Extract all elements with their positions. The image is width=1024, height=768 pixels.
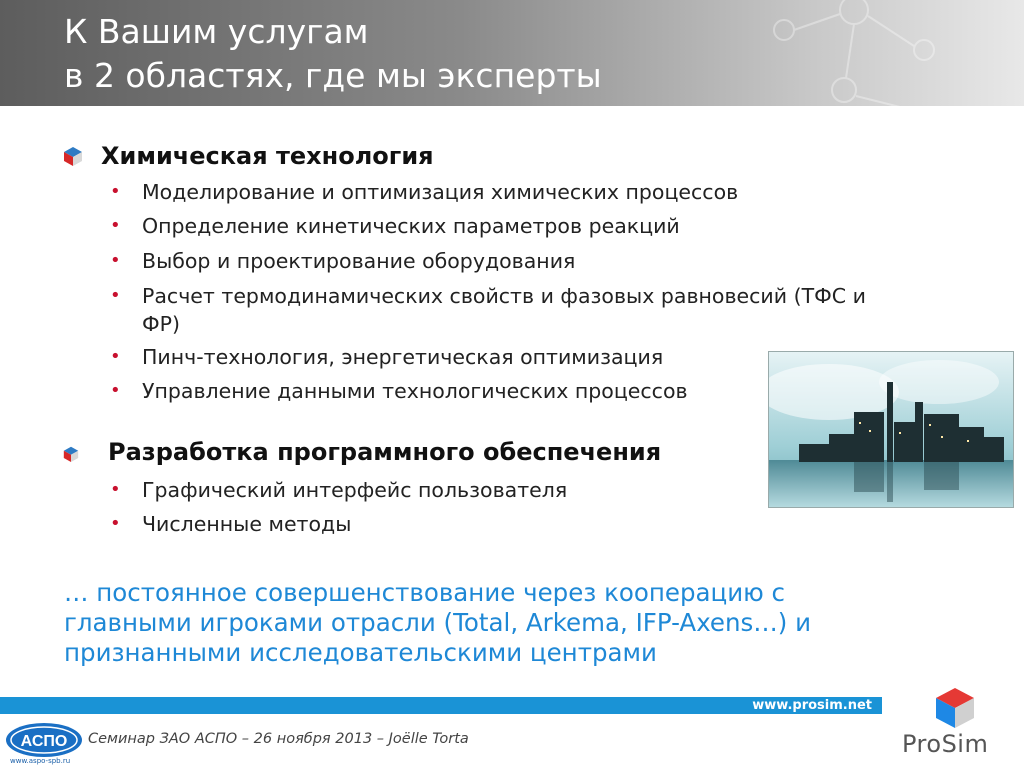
bullet-dot: • xyxy=(110,479,121,500)
list-item: Пинч-технология, энергетическая оптимизация xyxy=(142,345,664,369)
footer-bar xyxy=(0,697,882,714)
prosim-brand: ProSim xyxy=(902,730,989,758)
closing-line-2: главными игроками отрасли (Total, Arkema, IFP-Axens…) и xyxy=(64,608,812,637)
seminar-info: Семинар ЗАО АСПО – 26 ноября 2013 – Joëlle Torta xyxy=(88,731,469,747)
bullet-dot: • xyxy=(110,346,121,367)
list-item: Численные методы xyxy=(142,512,352,536)
list-item: Управление данными технологических процессов xyxy=(142,379,688,403)
cube-bullet-icon xyxy=(63,146,83,166)
title-line-2: в 2 областях, где мы эксперты xyxy=(64,56,602,95)
aspo-logo-text: АСПО xyxy=(20,733,68,750)
section-heading-chemical: Химическая технология xyxy=(101,142,434,170)
bullet-dot: • xyxy=(110,181,121,202)
list-item-continuation: ФР) xyxy=(142,312,181,336)
section-heading-software: Разработка программного обеспечения xyxy=(108,438,662,466)
list-item: Выбор и проектирование оборудования xyxy=(142,249,576,273)
slide-title xyxy=(64,10,602,98)
list-item: Расчет термодинамических свойств и фазовых равновесий (ТФС и xyxy=(142,284,866,308)
bullet-dot: • xyxy=(110,285,121,306)
cube-bullet-icon xyxy=(63,446,79,462)
molecule-watermark-icon xyxy=(724,0,984,106)
title-line-1: К Вашим услугам xyxy=(64,12,369,51)
list-item: Моделирование и оптимизация химических процессов xyxy=(142,180,739,204)
prosim-cube-logo-icon xyxy=(934,686,976,730)
bullet-dot: • xyxy=(110,250,121,271)
list-item: Графический интерфейс пользователя xyxy=(142,478,568,502)
bullet-dot: • xyxy=(110,513,121,534)
industrial-plant-photo xyxy=(768,351,1014,508)
bullet-dot: • xyxy=(110,215,121,236)
closing-line-1: … постоянное совершенствование через кооперацию с xyxy=(64,578,786,607)
slide-header xyxy=(0,0,1024,106)
bullet-dot: • xyxy=(110,380,121,401)
aspo-url: www.aspo-spb.ru xyxy=(10,757,71,765)
aspo-logo-icon xyxy=(5,722,83,758)
list-item: Определение кинетических параметров реакций xyxy=(142,214,680,238)
plant-image-icon xyxy=(769,352,1014,508)
website-link[interactable]: www.prosim.net xyxy=(752,698,872,713)
closing-line-3: признанными исследовательскими центрами xyxy=(64,638,657,667)
closing-statement xyxy=(64,578,964,668)
